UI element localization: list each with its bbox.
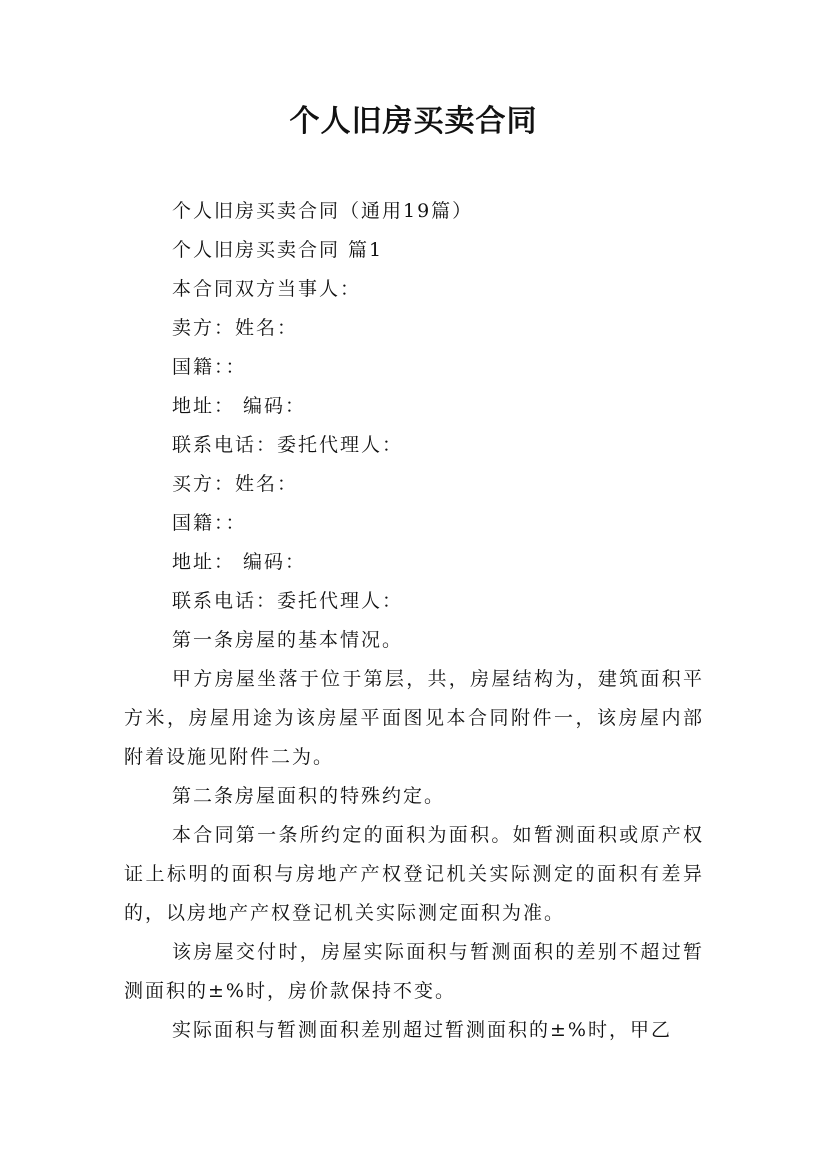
area-tolerance-paragraph: 该房屋交付时，房屋实际面积与暂测面积的差别不超过暂测面积的±%时，房价款保持不变。 <box>124 941 704 1002</box>
seller-address-line: 地址： 编码： <box>172 395 307 417</box>
article-1-heading: 第一条房屋的基本情况。 <box>172 629 404 651</box>
article-1-paragraph: 甲方房屋坐落于位于第层，共，房屋结构为，建筑面积平方米，房屋用途为该房屋平面图见本合同附件一，该房屋内部附着设施见附件二为。 <box>124 668 704 768</box>
article-2-heading: 第二条房屋面积的特殊约定。 <box>172 785 446 807</box>
area-excess-paragraph: 实际面积与暂测面积差别超过暂测面积的±%时，甲乙 <box>172 1019 672 1041</box>
buyer-nationality-line: 国籍：： <box>172 512 247 534</box>
document-title: 个人旧房买卖合同 <box>289 104 538 139</box>
seller-nationality-line: 国籍：： <box>172 356 247 378</box>
section-heading: 个人旧房买卖合同 篇1 <box>172 239 384 261</box>
seller-name-line: 卖方：姓名： <box>172 317 299 339</box>
parties-heading: 本合同双方当事人： <box>172 278 362 300</box>
buyer-name-line: 买方：姓名： <box>172 473 299 495</box>
document-body <box>124 192 704 1050</box>
seller-phone-line: 联系电话：委托代理人： <box>172 434 404 456</box>
buyer-address-line: 地址： 编码： <box>172 551 307 573</box>
subtitle-line: 个人旧房买卖合同（通用19篇） <box>172 200 474 222</box>
buyer-phone-line: 联系电话：委托代理人： <box>172 590 404 612</box>
article-2-paragraph: 本合同第一条所约定的面积为面积。如暂测面积或原产权证上标明的面积与房地产产权登记机关实际测定的面积有差异的，以房地产产权登记机关实际测定面积为准。 <box>124 824 704 924</box>
